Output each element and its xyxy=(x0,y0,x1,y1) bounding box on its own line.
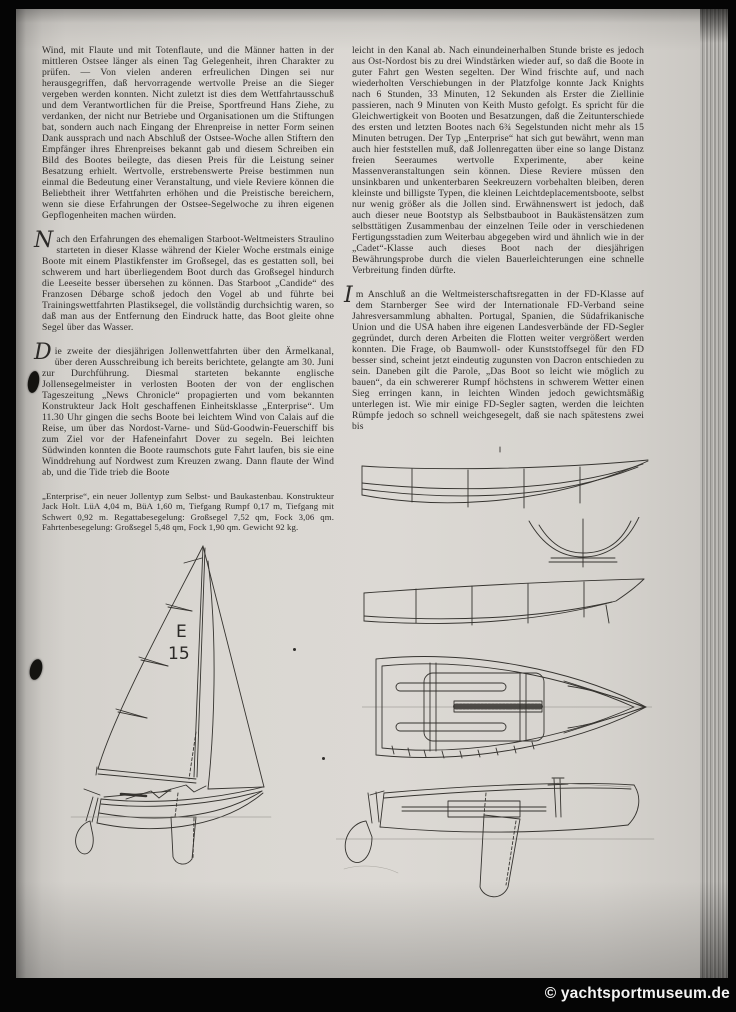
paragraph-kanalwettfahrt: leicht in den Kanal ab. Nach einundeinerhalben Stunde briste es jedoch aus Ost-Nordost bis zu drei Windstärken wieder auf, so daß die Boote in guter Fahrt gen Westen segelten. Der Wind frischte auf, und nach wiederholten Verschiebungen in der Platzfolge konnte Jack Knights nach 6 Stunden, 33 Minuten, 12 Sekunden als Erster die Ziellinie passieren, nach 9 Minuten von Keith Musto gefolgt. Es spricht für die Gleichwertigkeit von Booten und Besatzungen, daß die Zeitunterschiede des ersten und letzten Bootes nach 6¾ Segelstunden nicht mehr als 15 Minuten betrugen. Der Typ „Enterprise“ hat sich gut bewährt, wenn man auch hier feststellen muß, daß Jollenregatten über eine so lange Distanz freien Seeraumes wertvolle Experimente, aber keine Massenveranstaltungen sein können. Diese Reviere müssen den unsinkbaren und unkenterbaren Seekreuzern vorbehalten bleiben, deren kleinste und billigste Typen, die kleinen Leichtdeplacementsboote, selbst nur wenig größer als die Jollen sind. Erwähnenswert ist jedoch, daß auch dieser neue Bootstyp als Selbstbauboot in Baukästensätzen zum selbsttätigen Zusammenbau der einzelnen Teile oder in verschiedenen Fertigungsstadien zum Weiterbau abgegeben wird und ähnlich wie in der „Cadet“-Klasse auch dieses Boot nach der diesjährigen Bewährungsprobe durch die vielen Bauerleichterungen eine schnelle Verbreitung finden dürfte. xyxy=(352,45,644,276)
right-column xyxy=(344,45,644,905)
paragraph-jollenwettfahrt-text: ie zweite der diesjährigen Jollenwettfahrten über den Ärmelkanal, über deren Ausschreibung ich bereits berichtete, gelangte am 30. Juni zur Durchführung. Diesmal starteten bekannte englische Jollensegelmeister in verlosten Booten der von der englischen Tageszeitung „News Chronicle“ propagierten und vom bekannten Konstrukteur Jack Holt geschaffenen Einheitsklasse „Enterprise“. Um 11.30 Uhr gingen die sechs Boote bei leichtem Wind von Calais auf die Reise, um über das Nordost-Varne- und Süd-Goodwin-Feuerschiff bis zum Ziel vor der Hafeneinfahrt Dover zu segeln. Bei leichten Südwinden konnten die Boote raumschots gute Fahrt laufen, bis sie eine Winddrehung auf Nordwest zum Kreuzen zwang. Dann flaute der Wind ab, und die Tide trieb die Boote xyxy=(42,346,334,478)
paragraph-jollenwettfahrt xyxy=(34,340,334,478)
paragraph-fd-klasse-text: m Anschluß an die Weltmeisterschaftsregatten in der FD-Klasse auf dem Starnberger See wird der Internationale FD-Verband seine Jahresversammlung abhalten. Portugal, Spanien, die Südafrikanische Union und die USA haben ihre eigenen Landesverbände der FD-Segler gegründet, durch deren Arbeiten die Flotten weiter vergrößert werden konnten. Die Frage, ob Baumwoll- oder Kunststoffsegel für den FD besser sind, scheint jetzt eindeutig zugunsten von Dacron entschieden zu sein. Daneben gilt die Parole, „Das Boot so leicht wie möglich zu bauen“, da ein schwererer Rumpf höchstens in schwerem Wetter einen Sieg erringen kann, in leichten Winden jedoch gewichtsmäßig unterlegen ist. Wie mir einige FD-Segler sagten, werden die leichten Rümpfe jedoch so schnell weichgesegelt, daß sie nach spätestens zwei bis xyxy=(352,289,644,432)
watermark-text: © yachtsportmuseum.de xyxy=(544,985,730,1002)
paragraph-starboot-text: ach den Erfahrungen des ehemaligen Starboot-Weltmeisters Straulino starteten in dieser Klasse während der Kieler Woche erstmals einige Boote mit einem Plastikfenster im Großsegel, das es gestatten soll, bei schwerem und hart überliegendem Boot durch das Großsegel hindurch die Leeseite besser übersehen zu können. Das Starboot „Candide“ des Franzosen Débarge schoß jedoch den Vogel ab und führte bei Trainingswettfahrten Plastiksegel, die vollständig durchsichtig waren, so daß man aus der Entfernung den Eindruck hatte, das Boot gleite ohne Segel über das Wasser. xyxy=(42,234,334,333)
paragraph-fd-klasse xyxy=(344,283,644,432)
left-column xyxy=(34,45,334,871)
hull-profile-drawing-1 xyxy=(356,445,652,511)
hull-sideview-drawing xyxy=(336,777,656,905)
dropcap-d: D xyxy=(34,340,52,365)
dropcap-i: I xyxy=(344,283,353,308)
sail-insignia-letter: E xyxy=(176,621,187,642)
hull-profile-drawing-2 xyxy=(356,575,652,633)
sail-insignia-number: 15 xyxy=(168,643,190,664)
enterprise-sailplan-drawing xyxy=(56,541,306,871)
figure-caption-enterprise: „Enterprise“, ein neuer Jollentyp zum Selbst- und Baukastenbau. Konstrukteur Jack Holt. LüA 4,04 m, BüA 1,60 m, Tiefgang Rumpf 0,17 m, Tiefgang mit Schwert 0,92 m. Regattabesegelung: Großsegel 7,52 qm, Fock 3,06 qm. Fahrtenbesegelung: Großsegel 5,48 qm, Fock 1,90 qm. Gewicht 92 kg. xyxy=(42,491,334,533)
punch-hole-top xyxy=(26,370,41,394)
paragraph-ostsee-woche: Wind, mit Flaute und mit Totenflaute, und die Männer hatten in der mittleren Ostsee länger als einen Tag Gelegenheit, ihren Charakter zu prüfen. — Von vielen anderen erfreulichen Dingen sei nur herausgegriffen, daß hervorragende wertvolle Preise an die Sieger vergeben werden konnten. Nicht zuletzt ist dies dem Wettfahrtausschuß und dem Verantwortlichen für die Preise, Sportfreund Hans Ziehe, zu verdanken, der nicht nur Betriebe und Organisationen um die Stiftungen bat, sondern auch nach Eingang der Ehrenpreise in netter Form seinen Dank aussprach und nach Abschluß der Ostsee-Woche allen Stiftern den Empfänger ihres Ehrenpreises bekannt gab und diesem Schreiben ein Bild des Bootes beilegte, das diesen Preis für die Leistung seiner Besatzung erhielt. Wertvolle, erstrebenswerte Preise bestimmen nun einmal die Bedeutung einer Veranstaltung, und viele Reviere können die Beliebtheit ihrer Wettfahrten erhöhen und die Preistische bereichern, wenn sie diese Erfahrungen der Ostsee-Segelwoche zu ihren eigenen Gepflogenheiten machen würden. xyxy=(42,45,334,221)
deck-plan-drawing xyxy=(362,645,652,765)
dropcap-n: N xyxy=(34,228,54,253)
paper-page xyxy=(16,9,700,978)
book-page-edges xyxy=(700,9,728,978)
bow-sections-drawing xyxy=(523,517,641,569)
paragraph-starboot xyxy=(34,228,334,333)
